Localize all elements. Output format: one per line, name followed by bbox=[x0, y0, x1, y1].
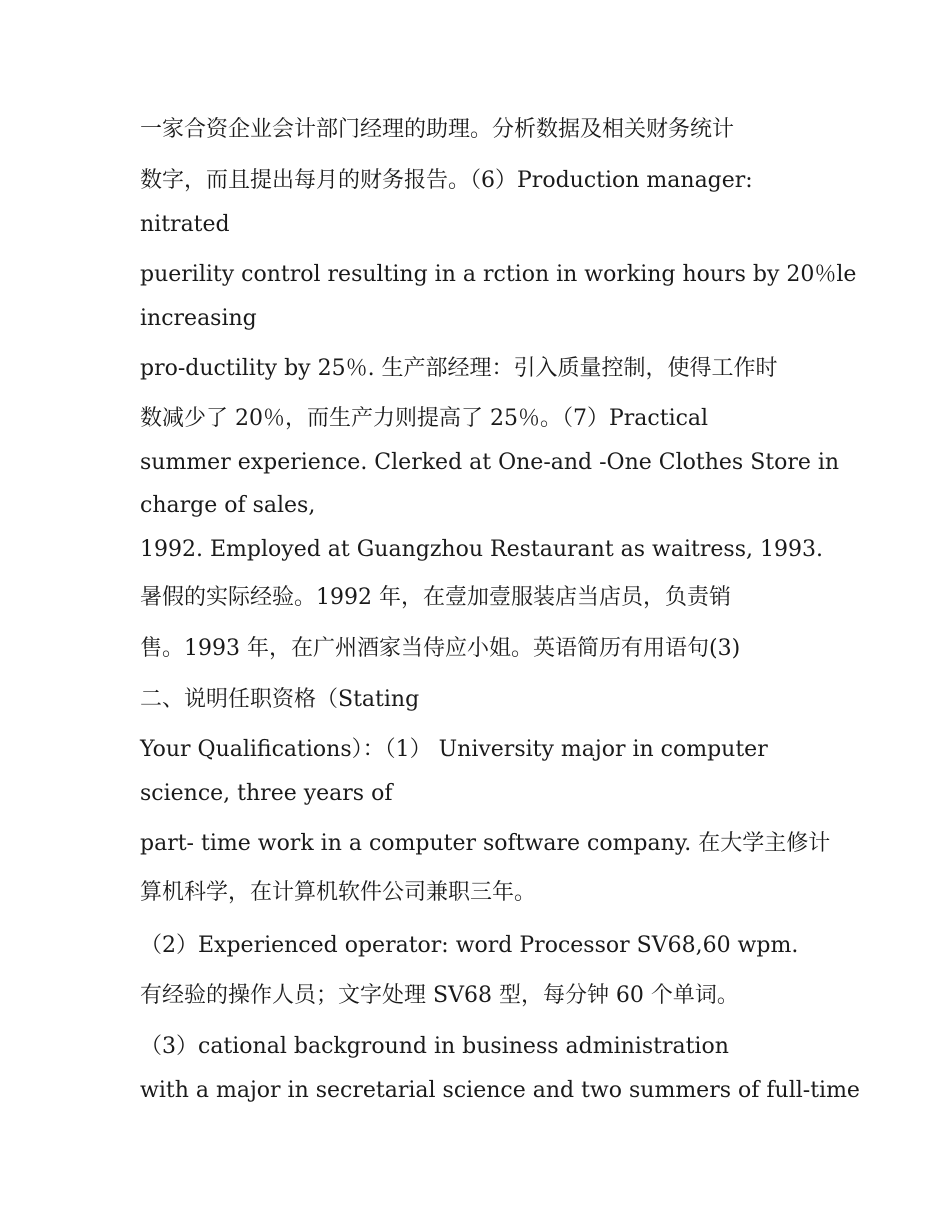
text-line: charge of sales, bbox=[140, 493, 316, 518]
text-line: science, three years of bbox=[140, 781, 393, 806]
text-line: （3）cational background in business administration bbox=[140, 1034, 729, 1059]
text-line: 售。1993 年，在广州酒家当侍应小姐。英语简历有用语句(3) bbox=[140, 636, 741, 661]
text-line: 算机科学，在计算机软件公司兼职三年。 bbox=[140, 880, 537, 905]
text-line: 暑假的实际经验。1992 年，在壹加壹服装店当店员，负责销 bbox=[140, 585, 731, 610]
text-line: Your Qualifications）：（1） University major in computer bbox=[140, 737, 768, 762]
text-line: nitrated bbox=[140, 212, 230, 237]
text-line: pro-ductility by 25％. 生产部经理：引入质量控制，使得工作时 bbox=[140, 356, 778, 381]
text-line: puerility control resulting in a rction in working hours by 20％le bbox=[140, 262, 857, 287]
text-line: with a major in secretarial science and two summers of full-time bbox=[140, 1078, 860, 1103]
text-line: 有经验的操作人员；文字处理 SV68 型，每分钟 60 个单词。 bbox=[140, 983, 739, 1008]
text-line: 1992. Employed at Guangzhou Restaurant as waitress, 1993. bbox=[140, 537, 823, 562]
text-line: part- time work in a computer software company. 在大学主修计 bbox=[140, 831, 831, 856]
text-line: 一家合资企业会计部门经理的助理。分析数据及相关财务统计 bbox=[140, 117, 735, 142]
text-line: summer experience. Clerked at One-and -One Clothes Store in bbox=[140, 450, 840, 475]
text-line: 二、说明任职资格（Stating bbox=[140, 687, 420, 712]
text-line: （2）Experienced operator: word Processor SV68,60 wpm. bbox=[140, 933, 799, 958]
text-line: increasing bbox=[140, 306, 257, 331]
text-line: 数减少了 20％，而生产力则提高了 25％。（7）Practical bbox=[140, 406, 709, 431]
text-line: 数字，而且提出每月的财务报告。（6）Production manager: bbox=[140, 168, 753, 193]
